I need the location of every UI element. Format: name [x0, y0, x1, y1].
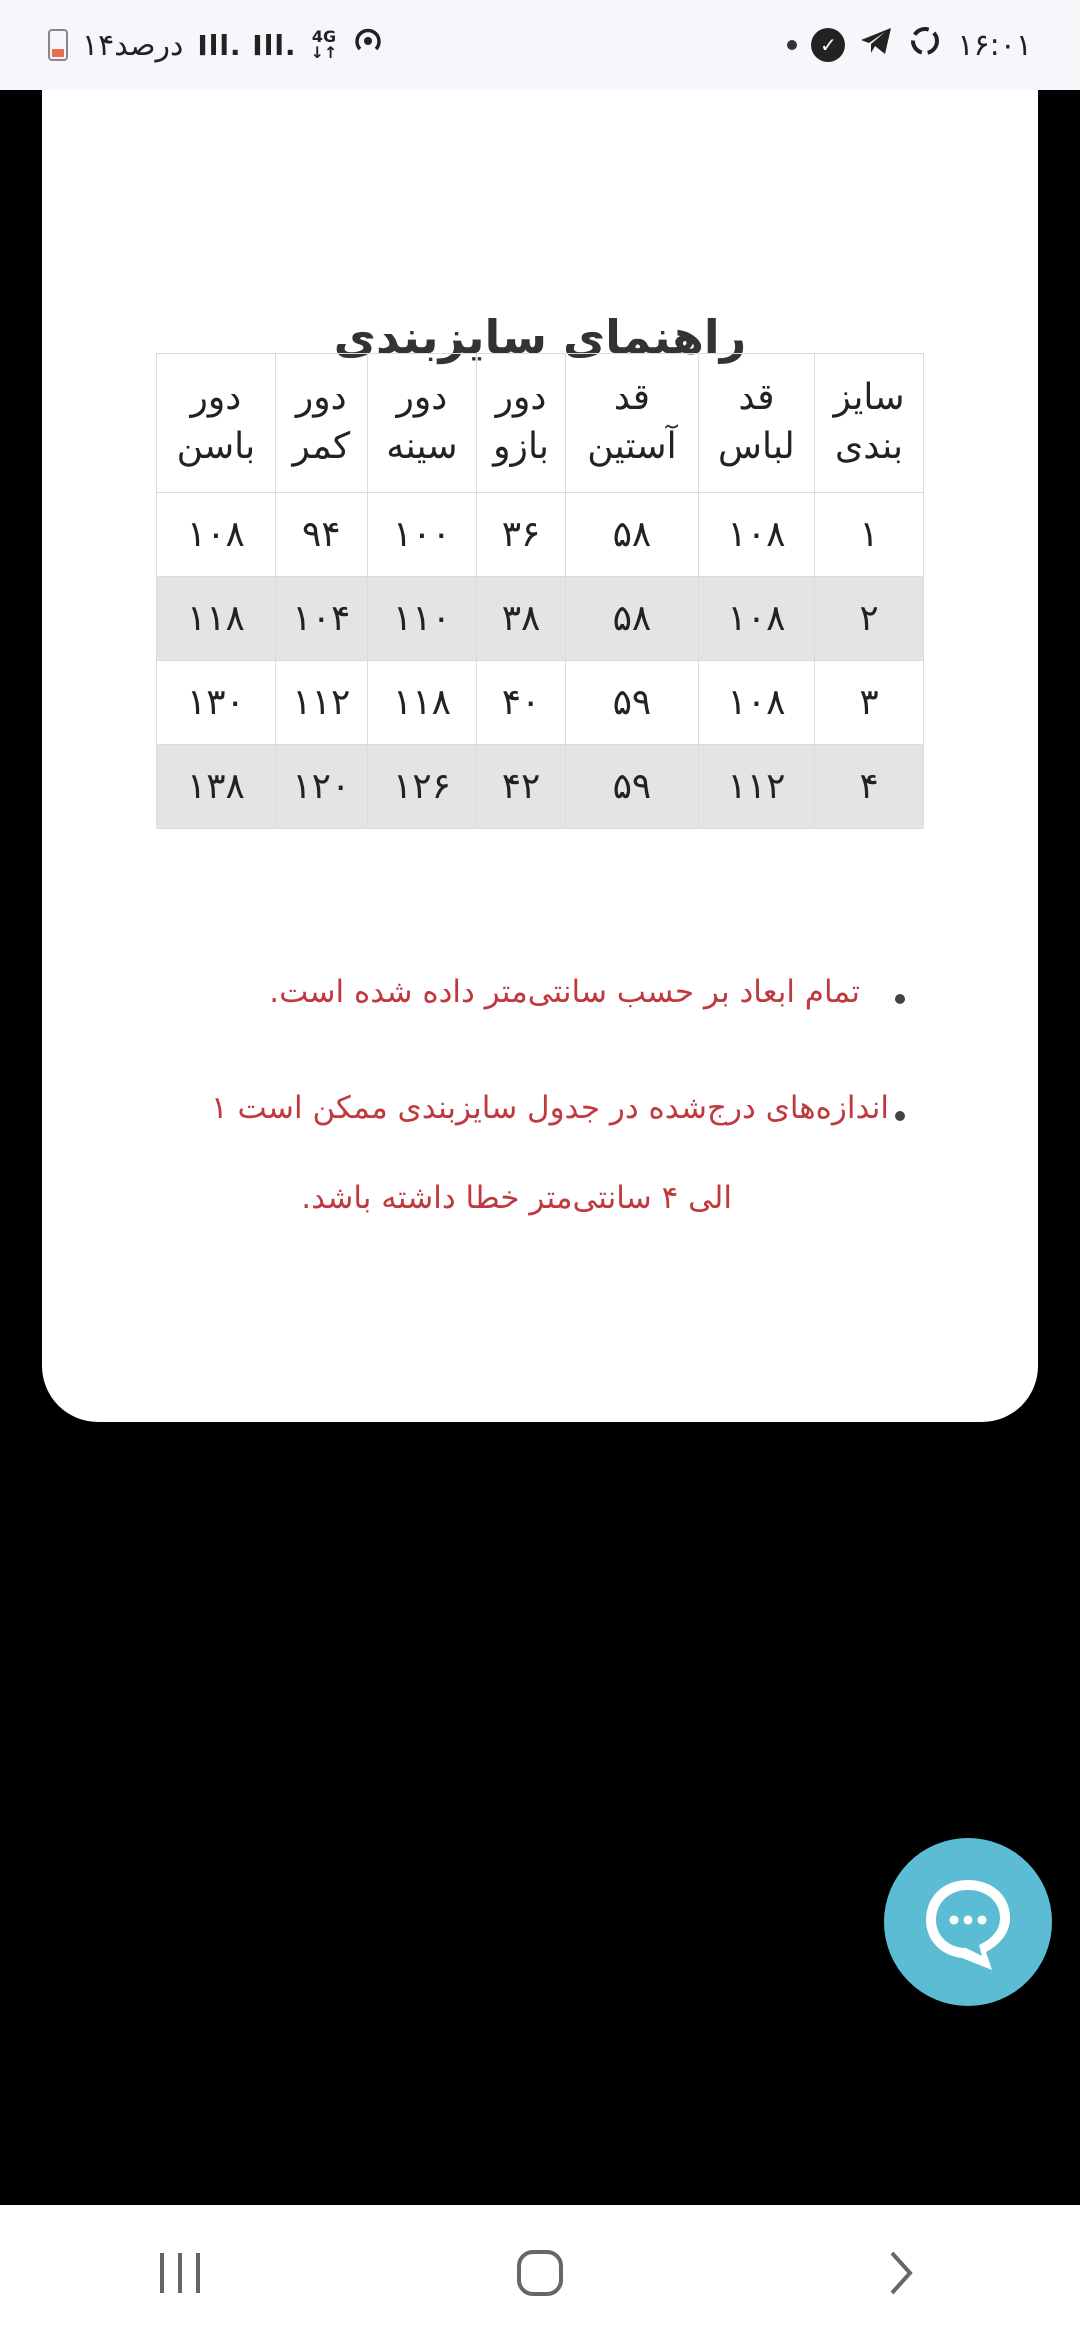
table-cell: ۴۲	[476, 745, 565, 829]
recent-apps-button[interactable]	[120, 2213, 240, 2333]
table-cell: ۱۱۰	[367, 577, 476, 661]
sync-icon	[907, 23, 943, 67]
table-row	[157, 493, 924, 577]
table-header-row	[157, 354, 924, 493]
table-header-cell: دور سینه	[367, 354, 476, 493]
status-bar	[0, 0, 1080, 90]
wifi-hotspot-icon	[351, 24, 385, 66]
page-title: راهنمای سایزبندی	[333, 310, 747, 364]
telegram-icon	[859, 26, 893, 64]
status-left	[48, 24, 385, 66]
table-cell: ۳۶	[476, 493, 565, 577]
table-row	[157, 577, 924, 661]
table-row	[157, 745, 924, 829]
table-cell: ۱۱۸	[367, 661, 476, 745]
check-shield-icon: ✓	[811, 28, 845, 62]
note-text: اندازه‌های درج‌شده در جدول سایزبندی ممکن است ۱	[211, 1090, 889, 1126]
table-cell: ۱۳۸	[157, 745, 276, 829]
table-cell: ۱۰۸	[698, 493, 814, 577]
table-cell: ۱۲۰	[275, 745, 367, 829]
bullet-icon	[895, 1111, 905, 1121]
signal-bars-icon: Ill. Ill.	[197, 28, 297, 62]
table-header-cell: دور کمر	[275, 354, 367, 493]
battery-icon	[48, 29, 68, 61]
back-icon	[874, 2247, 926, 2299]
table-cell: ۱۰۸	[157, 493, 276, 577]
network-type: 4G ↓↑	[310, 27, 338, 62]
battery-percent: ۱۴درصد	[82, 27, 184, 63]
table-cell: ۵۸	[566, 493, 699, 577]
table-cell: ۱۰۴	[275, 577, 367, 661]
size-table	[156, 353, 924, 829]
table-cell: ۲	[815, 577, 924, 661]
home-button[interactable]	[480, 2213, 600, 2333]
notification-dot-icon	[787, 40, 797, 50]
table-cell: ۱۳۰	[157, 661, 276, 745]
status-right	[787, 23, 1032, 67]
table-cell: ۴۰	[476, 661, 565, 745]
table-cell: ۱۰۸	[698, 577, 814, 661]
table-cell: ۳۸	[476, 577, 565, 661]
system-nav-bar	[0, 2205, 1080, 2340]
table-cell: ۳	[815, 661, 924, 745]
table-header-cell: دور بازو	[476, 354, 565, 493]
table-cell: ۱۰۰	[367, 493, 476, 577]
chat-button[interactable]	[884, 1838, 1052, 2006]
bullet-icon	[895, 994, 905, 1004]
table-cell: ۴	[815, 745, 924, 829]
table-cell: ۱۱۸	[157, 577, 276, 661]
clock-time: ۱۶:۰۱	[957, 27, 1032, 63]
table-cell: ۱۱۲	[698, 745, 814, 829]
table-cell: ۱۱۲	[275, 661, 367, 745]
table-row	[157, 661, 924, 745]
table-cell: ۱	[815, 493, 924, 577]
table-header-cell: قد آستین	[566, 354, 699, 493]
home-icon	[514, 2247, 566, 2299]
table-cell: ۱۰۸	[698, 661, 814, 745]
table-header-cell: سایز بندی	[815, 354, 924, 493]
table-header-cell: قد لباس	[698, 354, 814, 493]
table-cell: ۵۸	[566, 577, 699, 661]
table-cell: ۵۹	[566, 745, 699, 829]
size-guide-card	[42, 90, 1038, 1422]
recent-apps-icon	[154, 2247, 206, 2299]
table-header-cell: دور باسن	[157, 354, 276, 493]
note-text: تمام ابعاد بر حسب سانتی‌متر داده شده است.	[269, 974, 860, 1010]
table-cell: ۵۹	[566, 661, 699, 745]
table-cell: ۹۴	[275, 493, 367, 577]
back-button[interactable]	[840, 2213, 960, 2333]
table-cell: ۱۲۶	[367, 745, 476, 829]
note-text: الی ۴ سانتی‌متر خطا داشته باشد.	[301, 1180, 732, 1216]
chat-bubble-icon	[916, 1870, 1020, 1974]
